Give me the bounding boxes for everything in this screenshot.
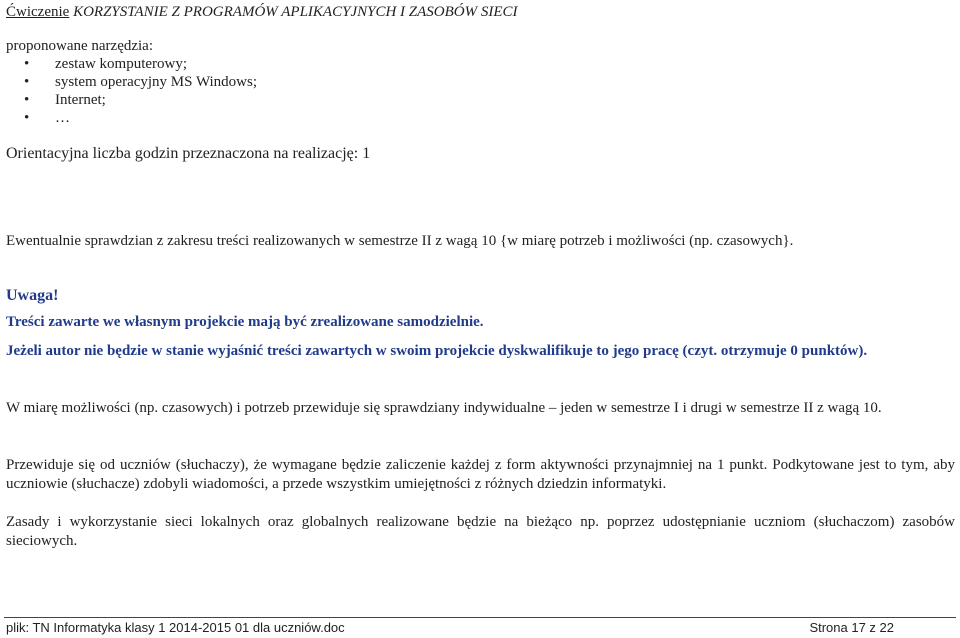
bullet-icon: • [24, 110, 30, 126]
list-item: system operacyjny MS Windows; [55, 74, 258, 90]
footer-page-number: Strona 17 z 22 [809, 620, 894, 635]
footer-divider [4, 617, 956, 618]
bullet-icon: • [24, 56, 30, 72]
bullet-icon: • [24, 74, 30, 90]
warning-line-1: Treści zawarte we własnym projekcie mają być zrealizowane samodzielnie. [6, 314, 484, 330]
title-text: KORZYSTANIE Z PROGRAMÓW APLIKACYJNYCH I ZASOBÓW SIECI [69, 4, 518, 20]
warning-line-2: Jeżeli autor nie będzie w stanie wyjaśnić treści zawartych w swoim projekcie dyskwalifikuje to jego pracę (czyt. otrzymuje 0 punktów). [6, 343, 868, 359]
exercise-title [6, 3, 518, 21]
hours-note: Orientacyjna liczba godzin przeznaczona na realizację: 1 [6, 145, 371, 162]
bullet-icon: • [24, 92, 30, 108]
paragraph-tests: W miarę możliwości (np. czasowych) i potrzeb przewiduje się sprawdziany indywidualne – jeden w semestrze I i drugi w semestrze II z wagą 10. [6, 400, 882, 416]
paragraph-networks: Zasady i wykorzystanie sieci lokalnych oraz globalnych realizowane będzie na bieżąco np. poprzez udostępnianie uczniom (słuchaczom) zasobów sieciowych. [6, 514, 955, 549]
footer-filename: plik: TN Informatyka klasy 1 2014-2015 01 dla uczniów.doc [6, 620, 345, 635]
paragraph-requirements: Przewiduje się od uczniów (słuchaczy), że wymagane będzie zaliczenie każdej z form aktywności przynajmniej na 1 punkt. Podkytowane jest to tym, aby uczniowie (słuchacze) zdobyli wiadomości, a przede wszystkim umiejętności z różnych dziedzin informatyki. [6, 457, 955, 492]
title-prefix: Ćwiczenie [6, 4, 70, 20]
test-note: Ewentualnie sprawdzian z zakresu treści realizowanych w semestrze II z wagą 10 {w miarę potrzeb i możliwości (np. czasowych}. [6, 233, 794, 249]
list-item: … [55, 110, 70, 126]
tools-label: proponowane narzędzia: [6, 38, 154, 54]
warning-heading: Uwaga! [6, 287, 59, 304]
list-item: Internet; [55, 92, 106, 108]
list-item: zestaw komputerowy; [55, 56, 188, 72]
